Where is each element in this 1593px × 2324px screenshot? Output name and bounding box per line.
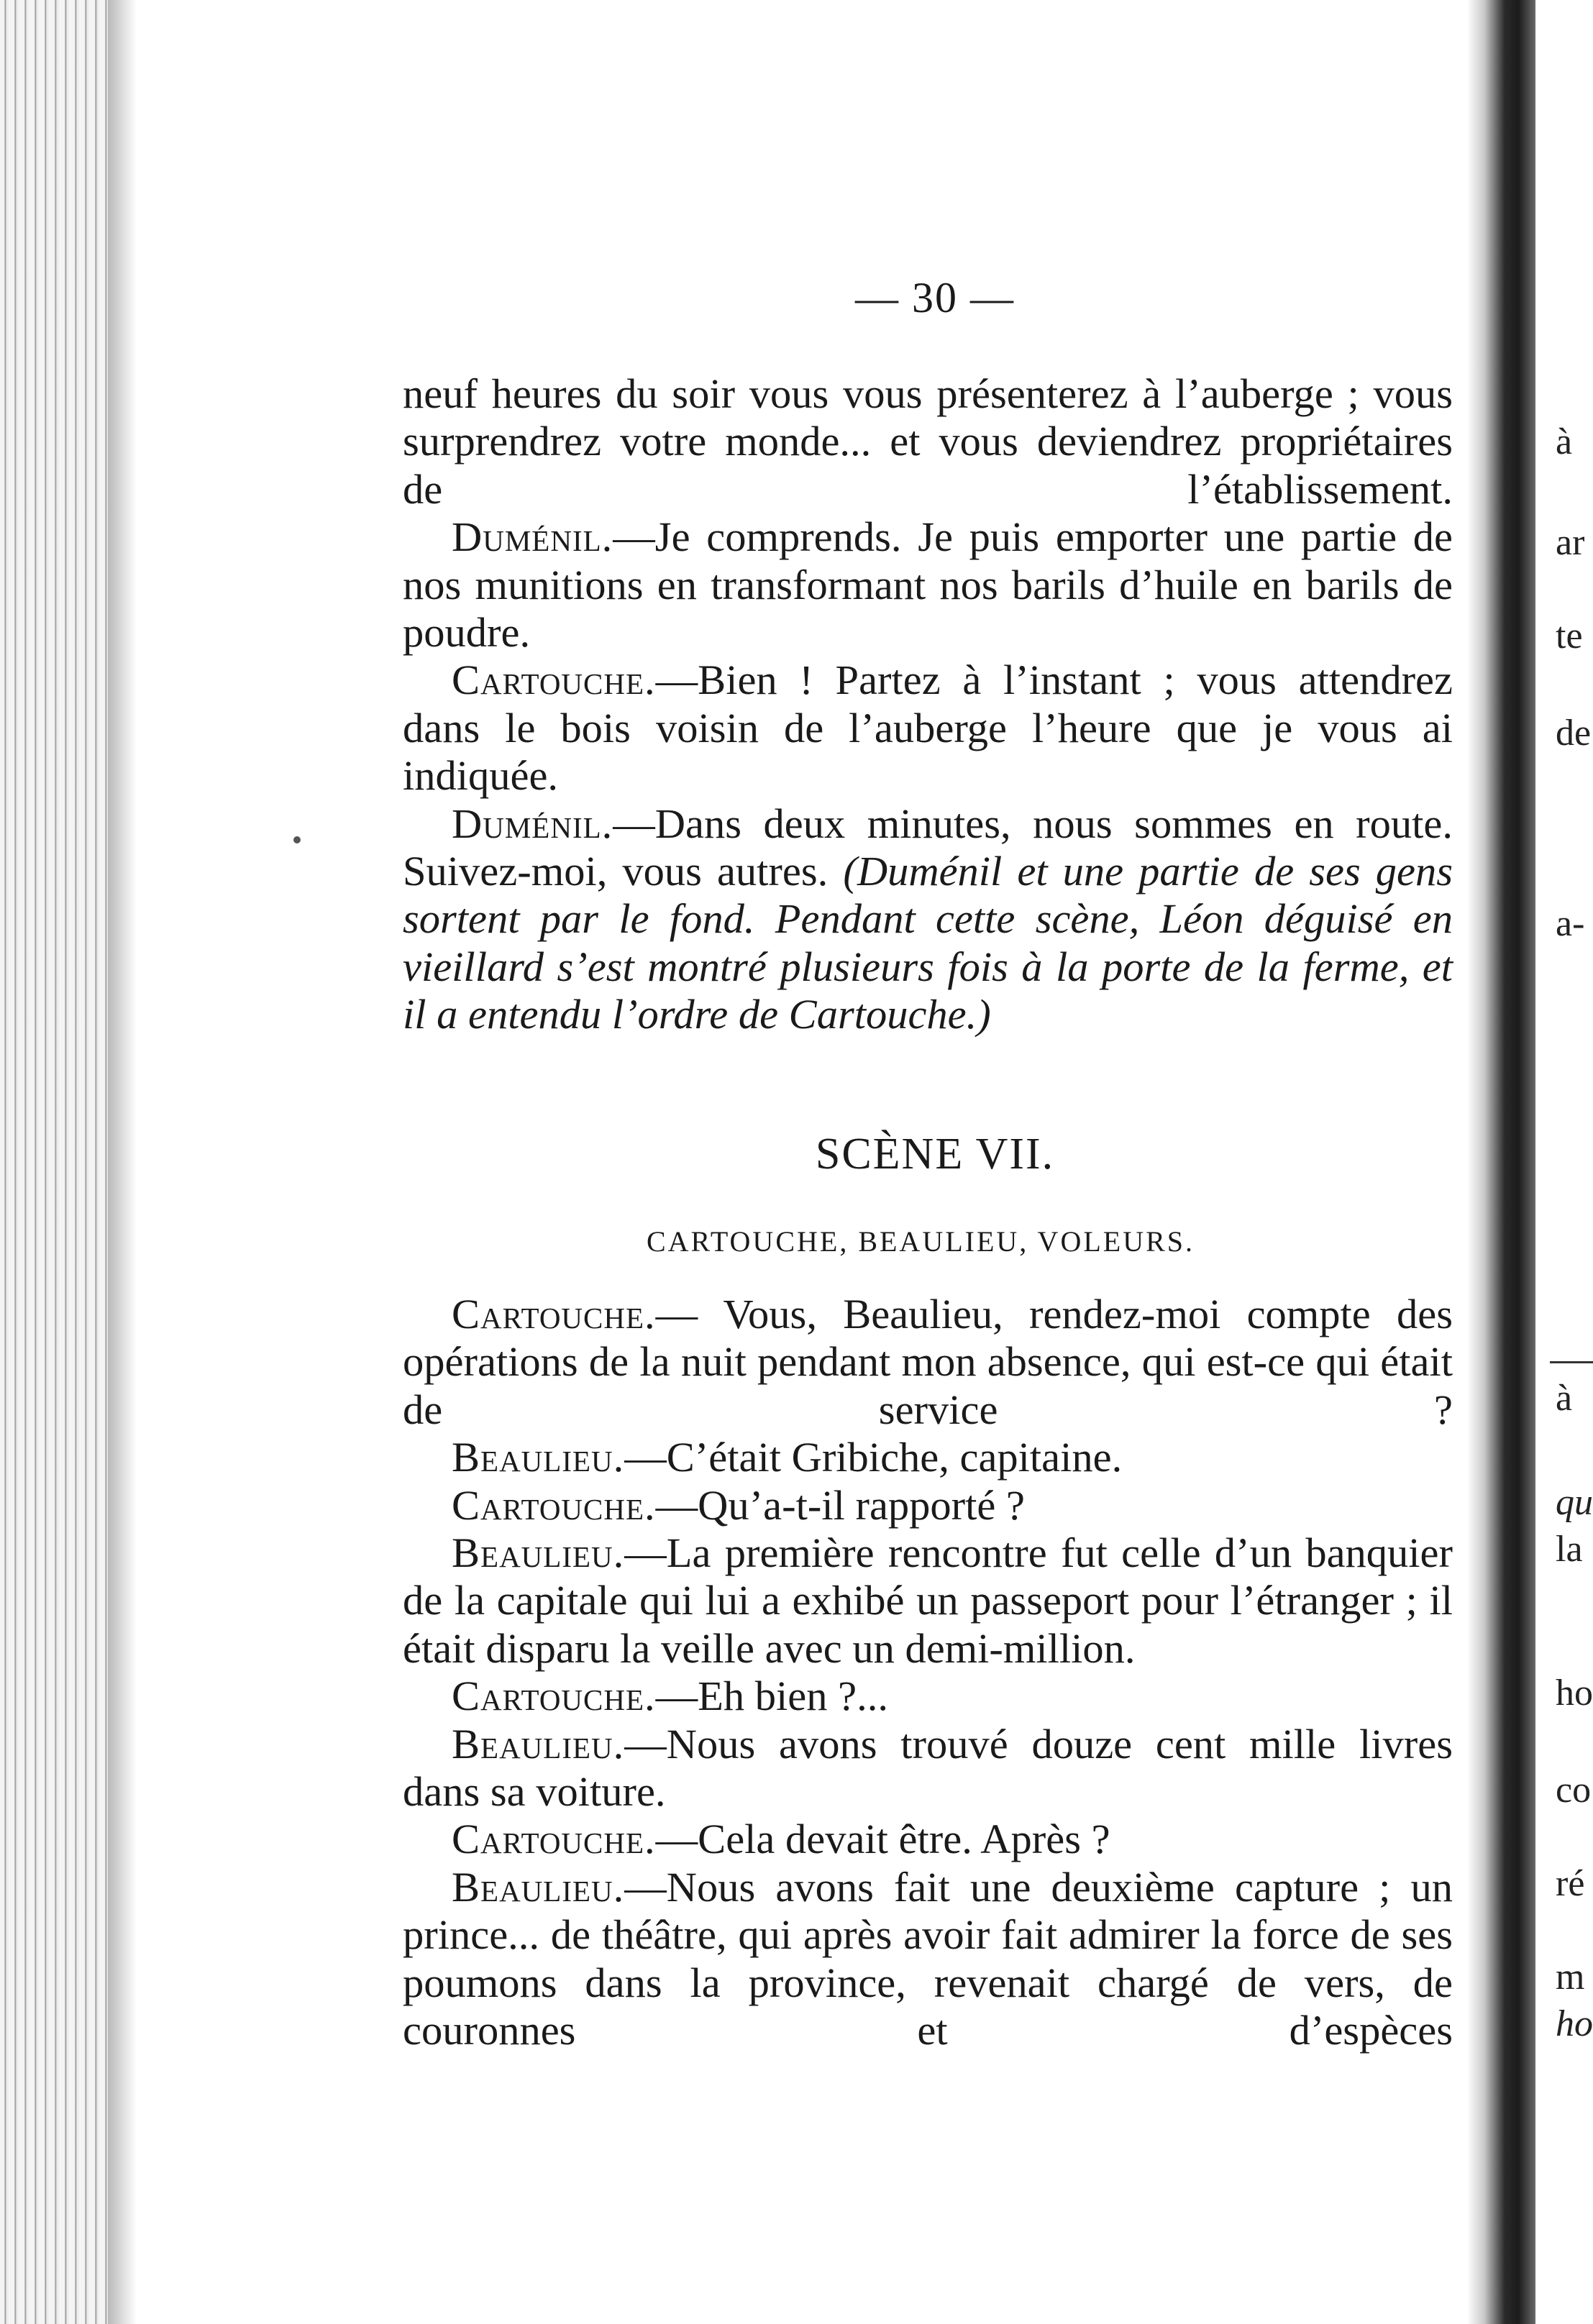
paragraph [403,513,1453,657]
left-page-shadow [108,0,137,2324]
paragraph [403,1673,1453,1720]
left-page-edges [0,0,108,2324]
line-text: —Je comprends. Je puis emporter une partie de nos munitions en transformant nos barils d’huile en barils de poudre. [403,513,1453,657]
next-page-fragment: à [1556,1378,1573,1419]
line-text: —Cela devait être. Après ? [655,1816,1110,1863]
next-page-fragment: ar [1556,522,1585,563]
paragraph [403,657,1453,800]
next-page-fragment: ho [1556,2003,1593,2044]
paragraph [403,370,1453,513]
paragraph [403,1291,1453,1434]
next-page-fragment: te [1556,616,1583,657]
book-gutter [1467,0,1535,2324]
speaker: Duménil. [452,513,613,561]
next-page-fragment: m [1556,1957,1585,1998]
next-page-fragment: a- [1556,903,1585,944]
line-text: —La première rencontre fut celle d’un banquier de la capitale qui lui a exhibé un passeport pour l’étranger ; il était disparu la veille avec un demi-million. [403,1529,1453,1672]
speaker: Beaulieu. [452,1529,625,1577]
speaker: Cartouche. [452,1673,656,1720]
paragraph [403,800,1453,1039]
speaker: Beaulieu. [452,1863,625,1911]
next-page-fragment: ho [1556,1673,1593,1714]
dialogue-block-1 [403,370,1453,1039]
line-text: —C’était Gribiche, capitaine. [624,1434,1123,1481]
line-text: —Eh bien ?... [655,1673,888,1720]
paragraph [403,1721,1453,1816]
line-text: —Bien ! Partez à l’instant ; vous attendrez dans le bois voisin de l’auberge l’heure que je vous ai indiquée. [403,657,1453,800]
speaker: Cartouche. [452,1481,656,1529]
speaker: Duménil. [452,800,613,847]
stage-direction: (Duménil et une partie de ses gens sortent par le fond. Pendant cette scène, Léon déguisé en vieillard s’est montré plusieurs fois à la porte de la ferme, et il a entendu l’ordre de Cartouche.) [403,848,1453,1038]
next-page-fragment: de [1556,713,1592,754]
line-text: —Nous avons fait une deuxième capture ; un prince... de théâtre, qui après avoir fait admirer la force de ses poumons dans la province, revenait chargé de vers, de couronnes et d’espèces [403,1863,1453,2054]
next-page-fragment: ré [1556,1863,1585,1904]
line-text: — Vous, Beaulieu, rendez-moi compte des opérations de la nuit pendant mon absence, qui est-ce qui était de service ? [403,1291,1453,1433]
scene-characters: CARTOUCHE, BEAULIEU, VOLEURS. [646,1225,1195,1258]
next-page-fragment: la [1556,1529,1583,1570]
next-page-fragment: à [1556,421,1573,462]
line-text: —Dans deux minutes, nous sommes en route. Suivez-moi, vous autres. [403,800,1453,895]
dialogue-block-2 [403,1291,1453,2055]
paragraph [403,1482,1453,1529]
margin-mark [293,836,301,843]
speaker: Beaulieu. [452,1720,625,1767]
page-number: — 30 — [855,274,1015,321]
next-page-fragment: qu [1556,1482,1593,1523]
next-page-fragment: co [1556,1770,1592,1811]
paragraph-text: neuf heures du soir vous vous présenterez à l’auberge ; vous surprendrez votre monde... et vous deviendrez propriétaires de l’établissement. [403,370,1453,513]
paragraph [403,1434,1453,1481]
line-text: —Nous avons trouvé douze cent mille livres dans sa voiture. [403,1720,1453,1816]
speaker: Beaulieu. [452,1434,625,1481]
paragraph [403,1816,1453,1863]
speaker: Cartouche. [452,657,656,704]
speaker: Cartouche. [452,1291,656,1337]
paragraph [403,1529,1453,1673]
speaker: Cartouche. [452,1816,656,1863]
paragraph [403,1864,1453,2055]
scene-title: SCÈNE VII. [815,1130,1055,1179]
next-page-edge [1535,0,1593,2324]
next-page-rule [1550,1361,1593,1363]
line-text: —Qu’a-t-il rapporté ? [655,1481,1025,1529]
